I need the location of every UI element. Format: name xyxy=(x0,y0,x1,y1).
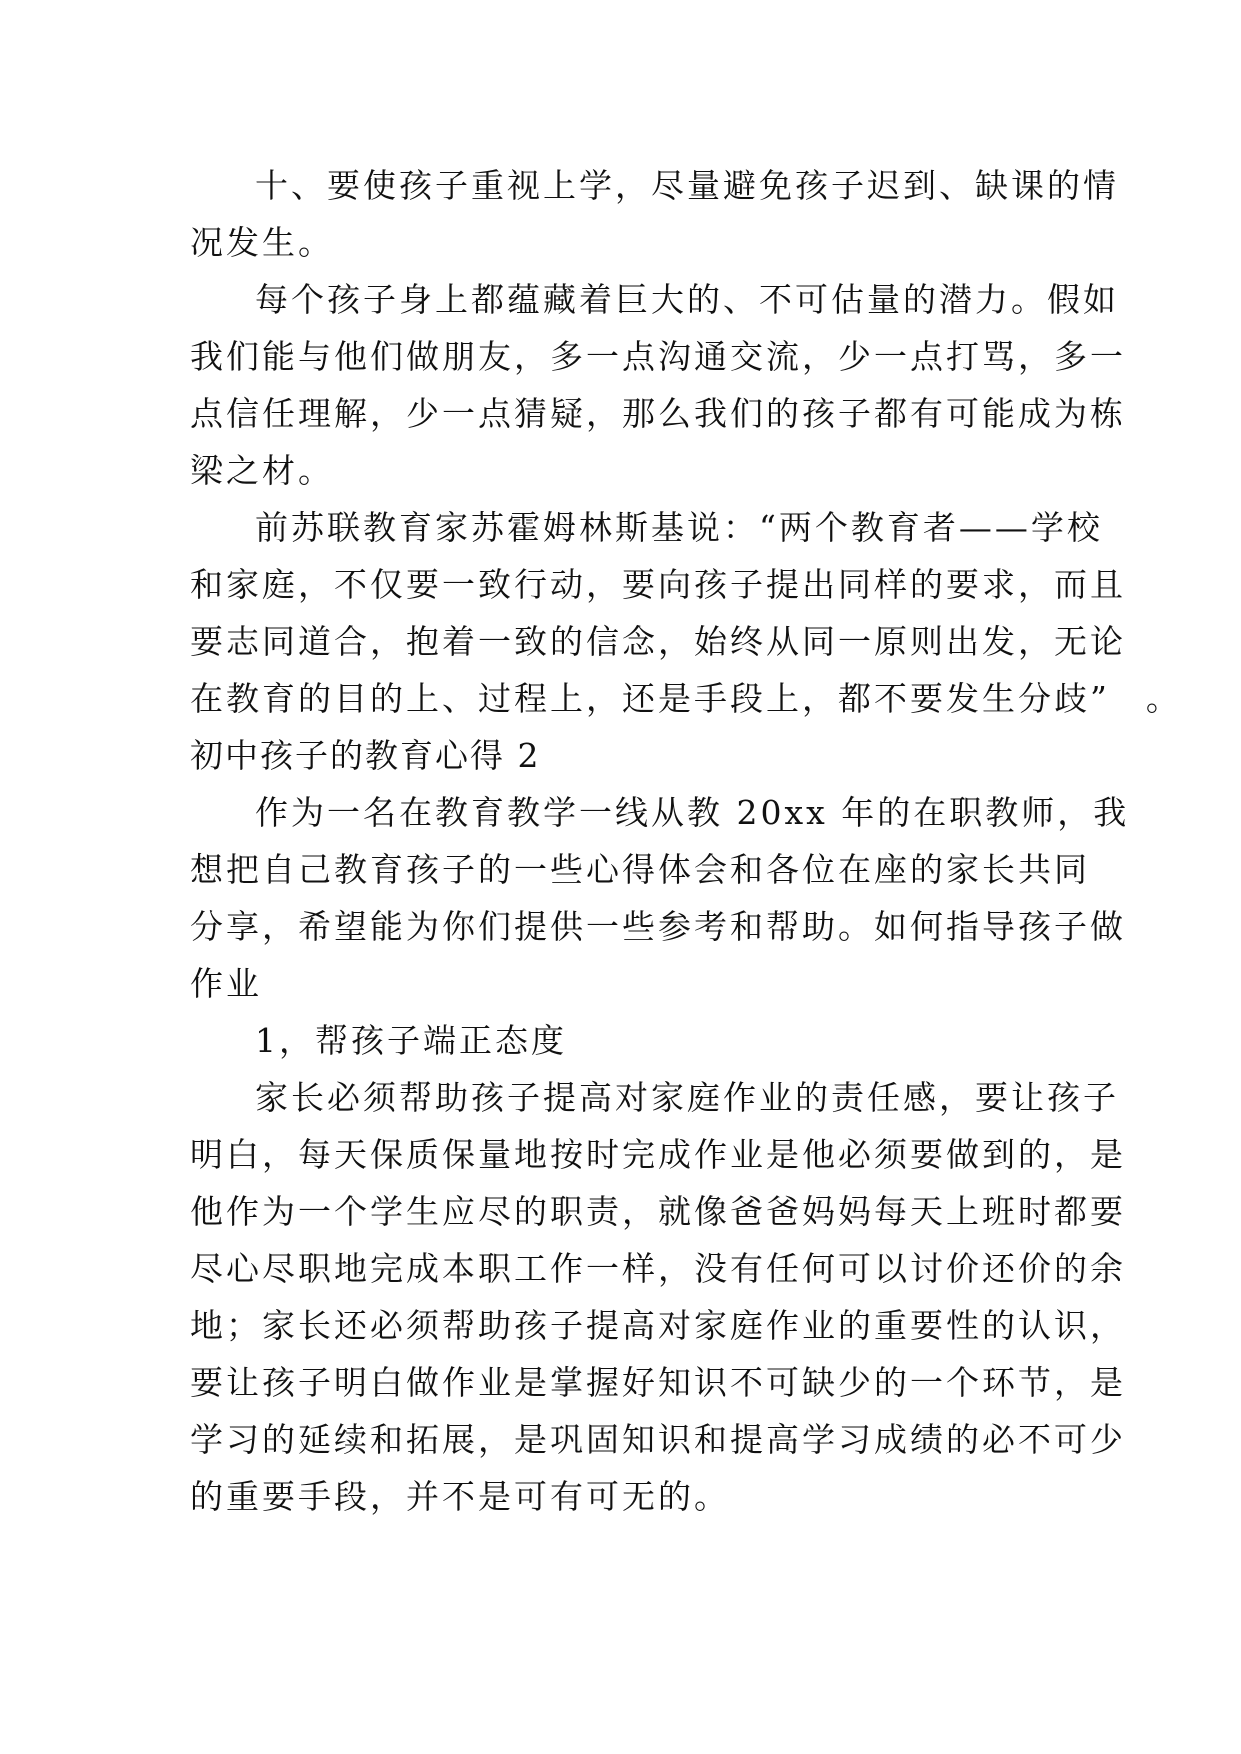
text-line: 要让孩子明白做作业是掌握好知识不可缺少的一个环节，是 xyxy=(190,1363,1126,1402)
text-line: 尽心尽职地完成本职工作一样，没有任何可以讨价还价的余 xyxy=(190,1249,1126,1288)
text-line: 他作为一个学生应尽的职责，就像爸爸妈妈每天上班时都要 xyxy=(190,1192,1126,1231)
text-line: 每个孩子身上都蕴藏着巨大的、不可估量的潜力。假如 xyxy=(255,280,1119,319)
text-line: 的重要手段，并不是可有可无的。 xyxy=(190,1477,730,1516)
text-line: 学习的延续和拓展，是巩固知识和提高学习成绩的必不可少 xyxy=(190,1420,1126,1459)
text-line: 家长必须帮助孩子提高对家庭作业的责任感，要让孩子 xyxy=(255,1078,1119,1117)
text-line: 梁之材。 xyxy=(190,451,334,490)
text-line: 和家庭，不仅要一致行动，要向孩子提出同样的要求，而且 xyxy=(190,565,1126,604)
text-line: 在教育的目的上、过程上，还是手段上，都不要发生分歧” 。 xyxy=(190,679,1182,718)
text-line: 要志同道合，抱着一致的信念，始终从同一原则出发，无论 xyxy=(190,622,1126,661)
text-line: 想把自己教育孩子的一些心得体会和各位在座的家长共同 xyxy=(190,850,1090,889)
text-line: 我们能与他们做朋友，多一点沟通交流，少一点打骂，多一 xyxy=(190,337,1126,376)
text-line: 分享，希望能为你们提供一些参考和帮助。如何指导孩子做 xyxy=(190,907,1126,946)
section-heading: 初中孩子的教育心得 2 xyxy=(190,736,541,775)
text-line: 前苏联教育家苏霍姆林斯基说：“两个教育者——学校 xyxy=(255,508,1103,547)
text-line: 明白，每天保质保量地按时完成作业是他必须要做到的，是 xyxy=(190,1135,1126,1174)
text-line: 点信任理解，少一点猜疑，那么我们的孩子都有可能成为栋 xyxy=(190,394,1126,433)
list-item-heading: 1，帮孩子端正态度 xyxy=(255,1021,567,1060)
text-line: 况发生。 xyxy=(190,223,334,262)
text-line: 十、要使孩子重视上学，尽量避免孩子迟到、缺课的情 xyxy=(255,166,1119,205)
text-line: 地；家长还必须帮助孩子提高对家庭作业的重要性的认识， xyxy=(190,1306,1126,1345)
text-line: 作为一名在教育教学一线从教 20xx 年的在职教师，我 xyxy=(255,793,1130,832)
text-line: 作业 xyxy=(190,964,262,1003)
